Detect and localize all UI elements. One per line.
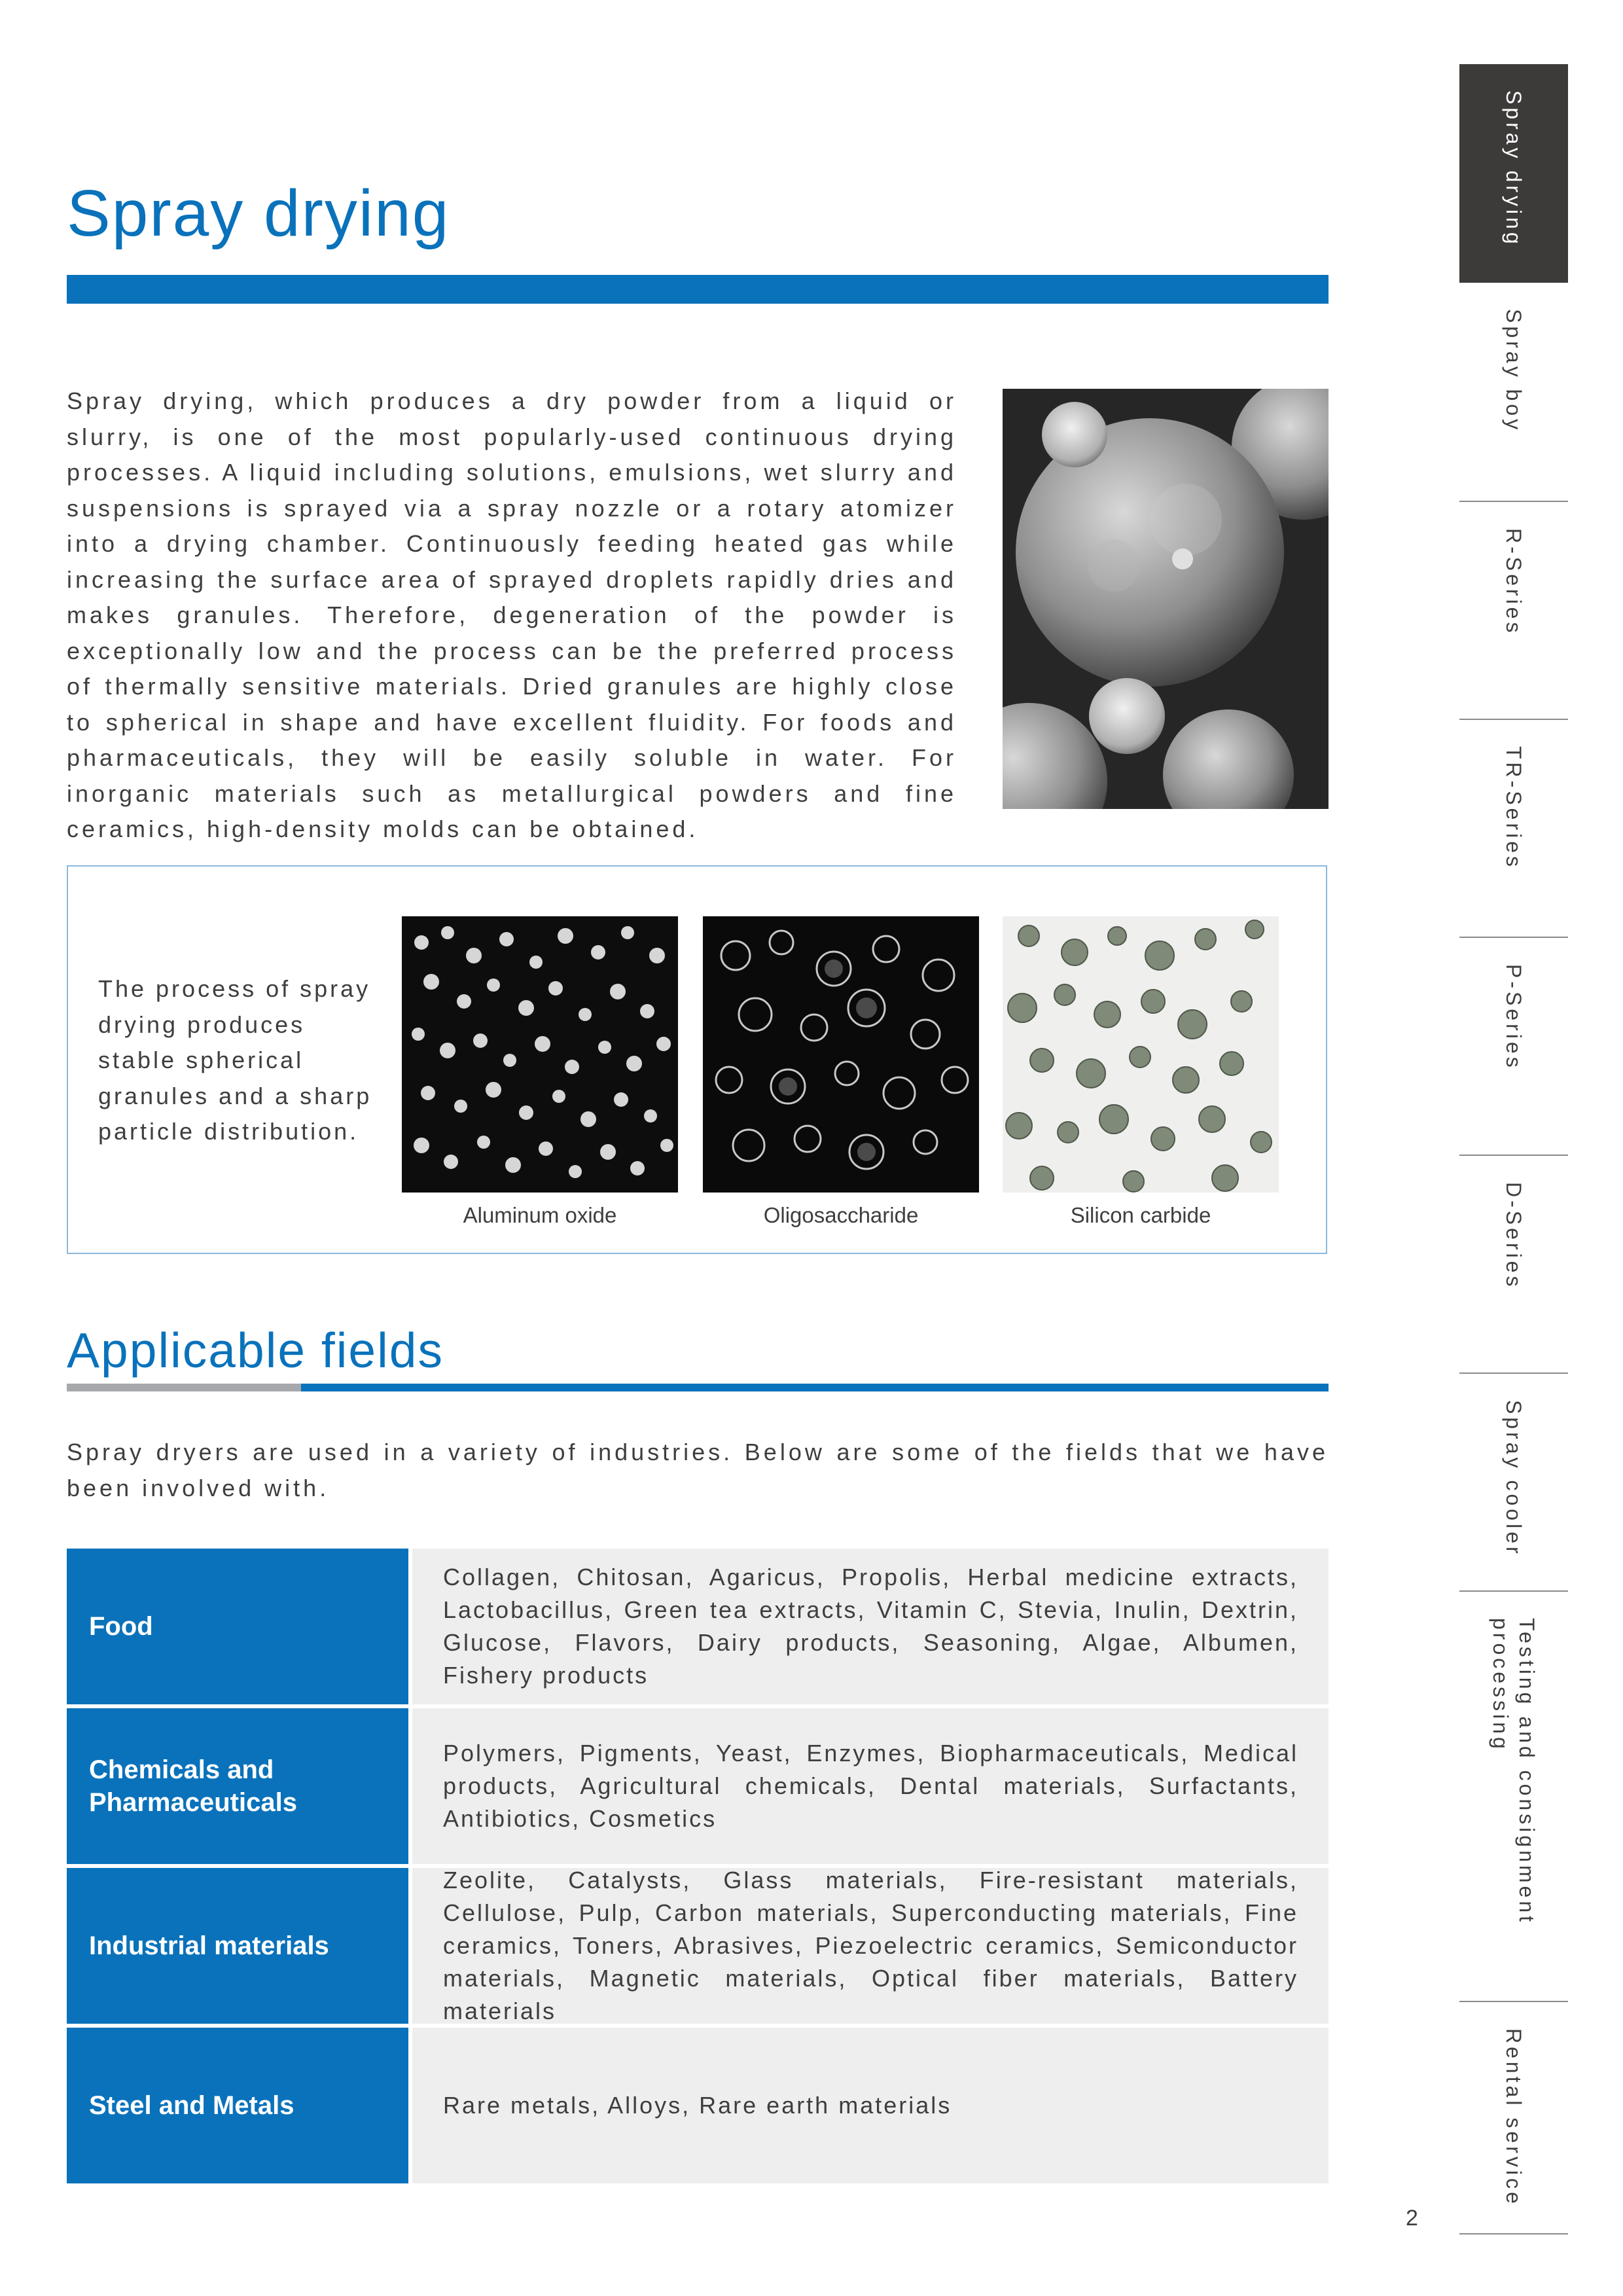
side-nav-item-tr-series[interactable] [1459, 720, 1568, 937]
table-row [67, 1868, 1329, 2024]
field-category: Industrial materials [67, 1868, 408, 2024]
side-nav-item-spray-boy[interactable] [1459, 283, 1568, 501]
field-items: Rare metals, Alloys, Rare earth materials [412, 2028, 1329, 2183]
side-nav-item-d-series[interactable] [1459, 1156, 1568, 1373]
field-category: Steel and Metals [67, 2028, 408, 2183]
sample-caption: Oligosaccharide [763, 1203, 919, 1227]
side-nav-item-spray-drying[interactable] [1459, 64, 1568, 283]
granule-micrograph [1003, 389, 1329, 809]
heading-underline-blue [301, 1384, 1329, 1391]
table-row [67, 1549, 1329, 1704]
sample-image-aluminum-oxide [402, 916, 678, 1193]
field-items: Collagen, Chitosan, Agaricus, Propolis, Herbal medicine extracts, Lactobacillus, Green tea extracts, Vitamin C, Stevia, Inulin, Dextrin, Glucose, Flavors, Dairy products, Seasoning, Algae, Albumen, Fishery products [412, 1549, 1329, 1704]
field-items: Polymers, Pigments, Yeast, Enzymes, Biopharmaceuticals, Medical products, Agricultural chemicals, Dental materials, Surfactants, Antibiotics, Cosmetics [412, 1708, 1329, 1864]
table-row [67, 1708, 1329, 1864]
side-nav-label: Rental service [1502, 2028, 1525, 2207]
sample-caption: Aluminum oxide [463, 1203, 617, 1227]
sample-image-oligosaccharide [703, 916, 979, 1193]
side-nav-divider [1459, 2233, 1568, 2234]
process-description: The process of spray drying produces stable spherical granules and a sharp particle distribution. [98, 975, 372, 1145]
side-nav-label: Spray drying [1502, 90, 1525, 247]
side-nav-item-rental-service[interactable] [1459, 2002, 1568, 2233]
field-items: Zeolite, Catalysts, Glass materials, Fire-resistant materials, Cellulose, Pulp, Carbon materials, Superconducting materials, Fine ceramics, Toners, Abrasives, Piezoelectric ceramics, Semiconductor materials, Magnetic materials, Optical fiber materials, Battery materials [412, 1868, 1329, 2024]
granule-micrograph-image [1003, 389, 1329, 809]
side-nav-label: P-Series [1502, 964, 1525, 1071]
table-row [67, 2028, 1329, 2183]
title-underline [67, 275, 1329, 304]
field-category: Chemicals and Pharmaceuticals [67, 1708, 408, 1864]
side-nav-item-r-series[interactable] [1459, 502, 1568, 720]
side-nav-item-p-series[interactable] [1459, 938, 1568, 1155]
side-nav-label: Testing and consignment processing [1489, 1618, 1539, 1925]
fields-intro-paragraph: Spray dryers are used in a variety of industries. Below are some of the fields that we have been involved with. [67, 1439, 1329, 1501]
section-heading-applicable-fields: Applicable fields [67, 1323, 444, 1378]
side-nav-label: Spray cooler [1502, 1400, 1525, 1557]
side-nav-label: R-Series [1502, 528, 1525, 636]
side-nav-item-spray-cooler[interactable] [1459, 1374, 1568, 1591]
field-category: Food [67, 1549, 408, 1704]
side-nav-label: D-Series [1502, 1182, 1525, 1290]
side-nav-label: Spray boy [1502, 309, 1525, 433]
page-title: Spray drying [67, 177, 450, 250]
side-nav-item-testing-and-consignment-processing[interactable] [1459, 1592, 1568, 2001]
heading-underline-gray [67, 1384, 301, 1391]
page-number: 2 [1406, 2206, 1418, 2231]
sample-image-silicon-carbide [1003, 916, 1279, 1193]
side-nav-label: TR-Series [1502, 746, 1525, 870]
intro-paragraph: Spray drying, which produces a dry powder from a liquid or slurry, is one of the most popularly-used continuous drying processes. A liquid including solutions, emulsions, wet slurry and suspensions is sprayed via a spray nozzle or a rotary atomizer into a drying chamber. Continuously feeding heated gas while increasing the surface area of sprayed droplets rapidly dries and makes granules. Therefore, degeneration of the powder is exceptionally low and the process can be the preferred process of thermally sensitive materials. Dried granules are highly close to spherical in shape and have excellent fluidity. For foods and pharmaceuticals, they will be easily soluble in water. For inorganic materials such as metallurgical powders and fine ceramics, high-density molds can be obtained. [67, 387, 957, 842]
sample-caption: Silicon carbide [1070, 1203, 1211, 1227]
